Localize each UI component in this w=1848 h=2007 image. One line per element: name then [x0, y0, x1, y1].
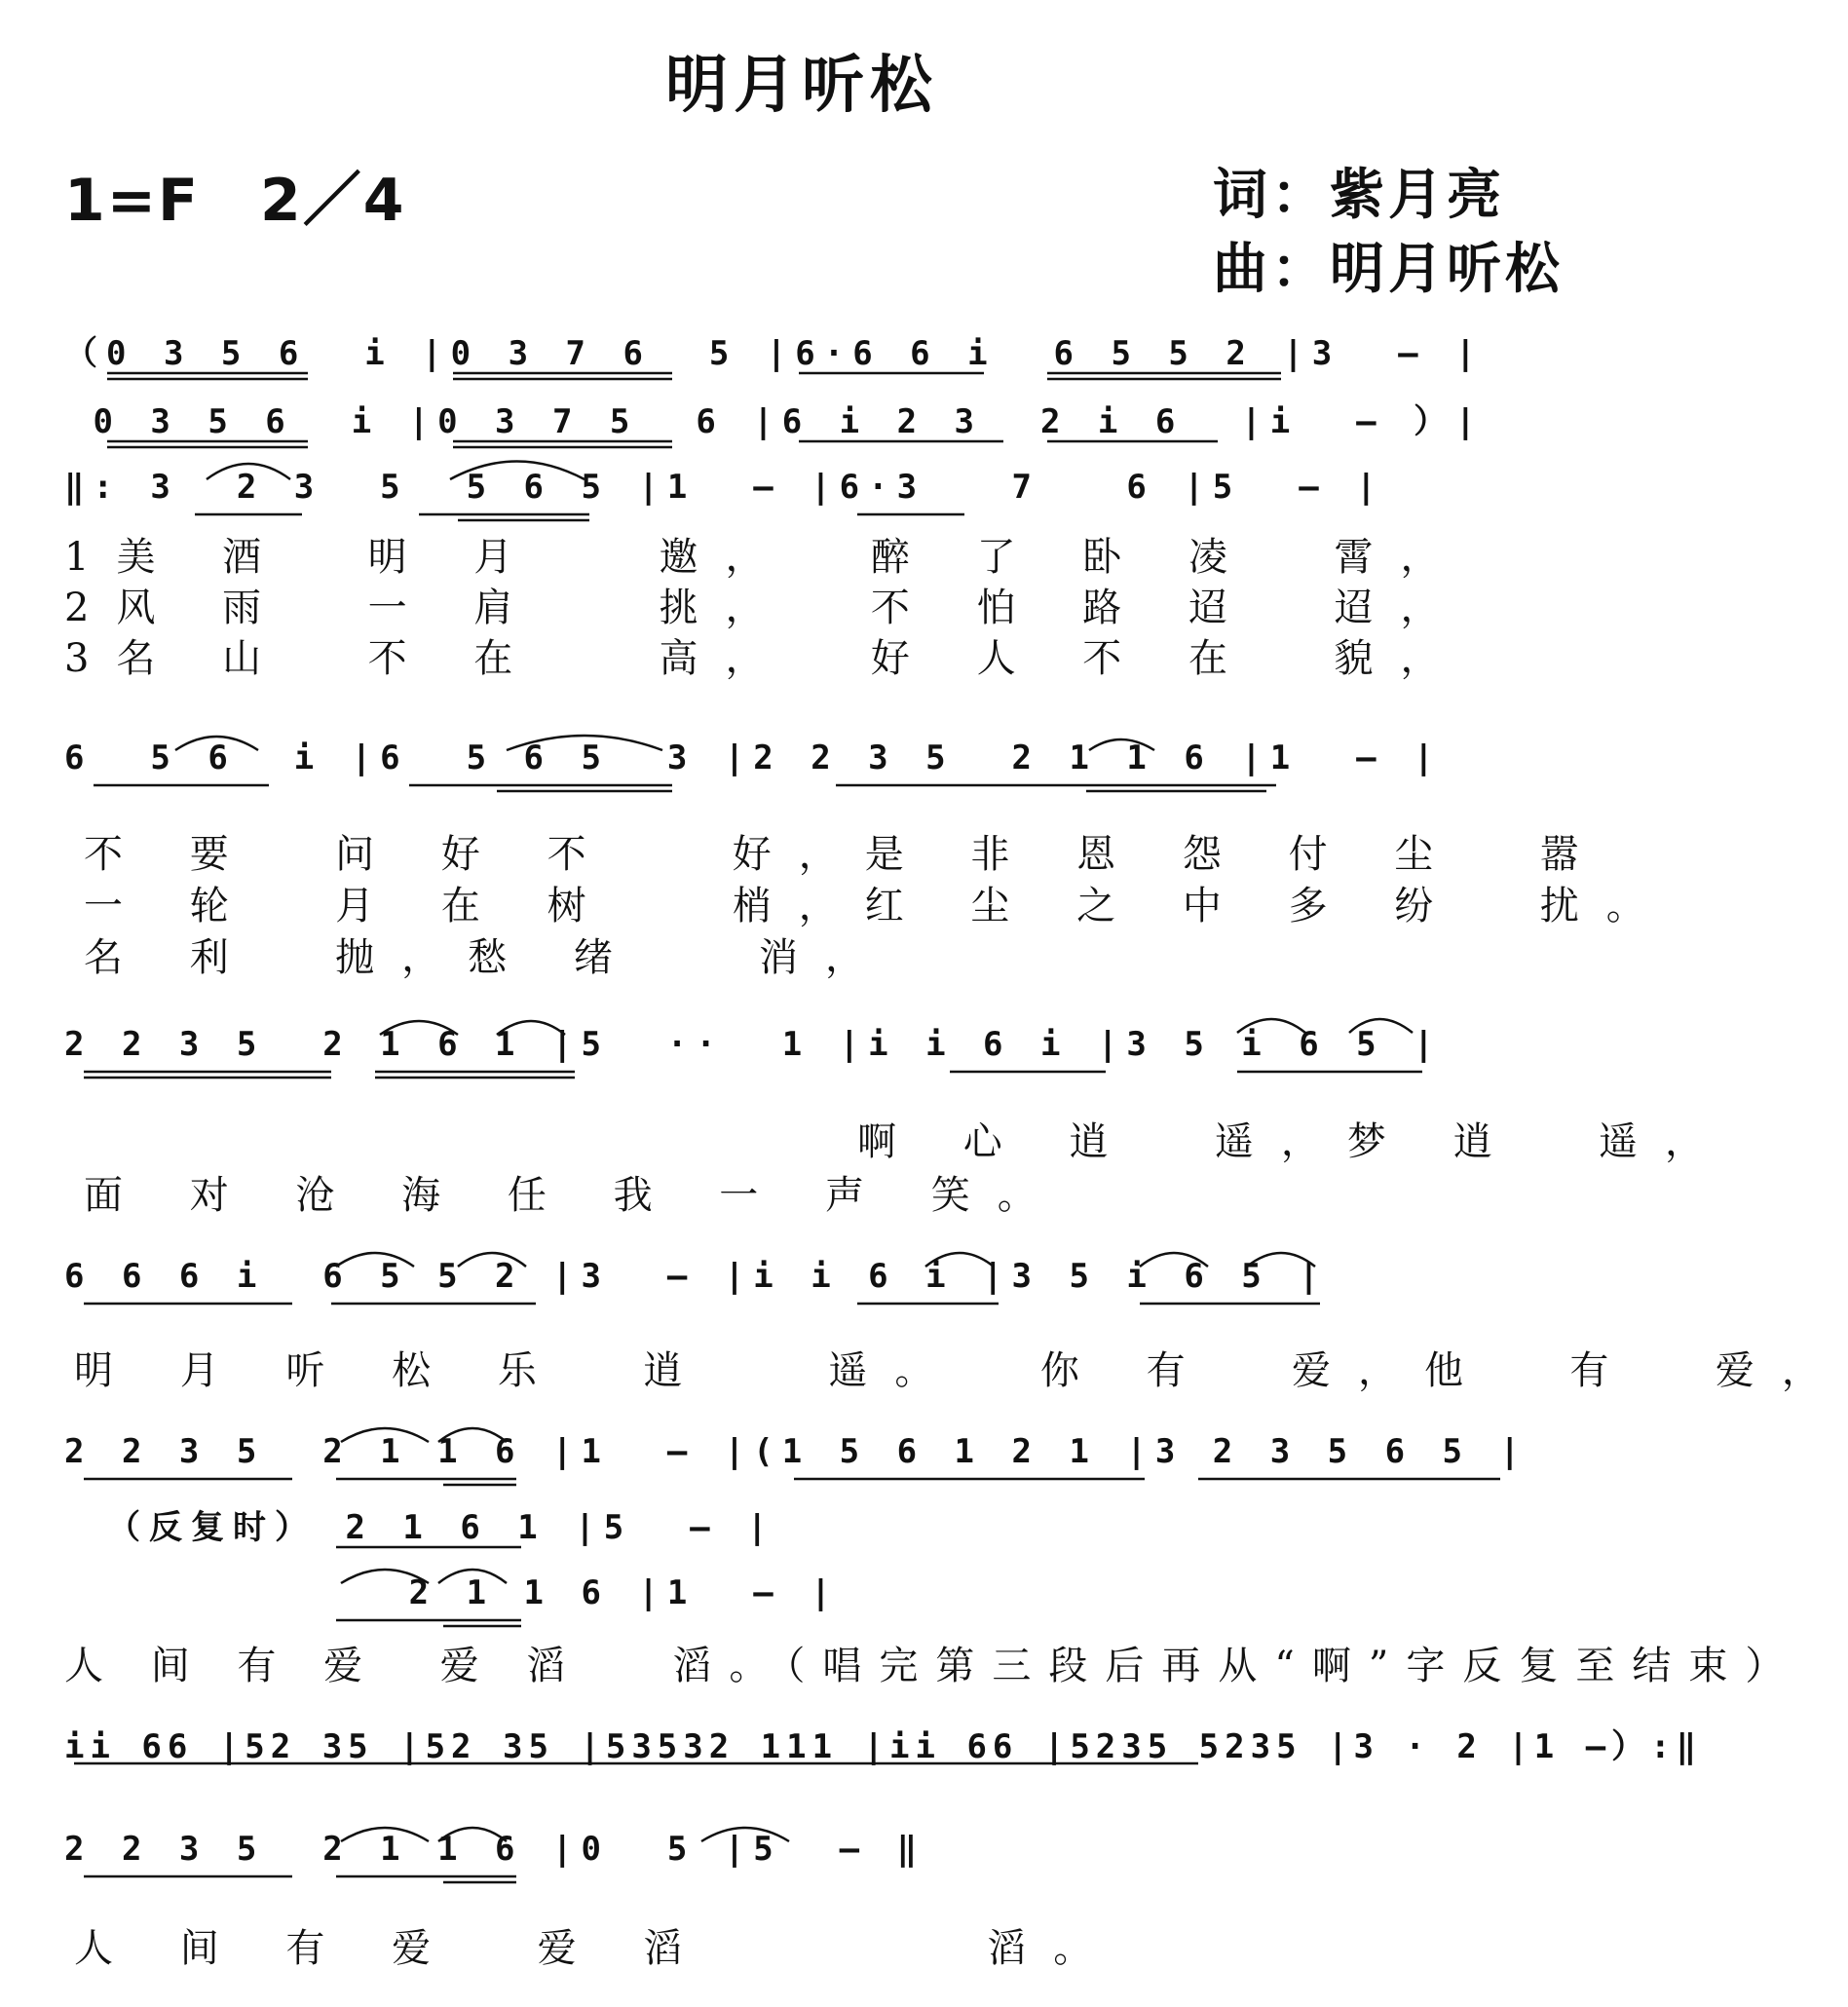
notation-line-intro-2: 0 3 5 6 i |0 3 7 5 6 |6 i 2 3 2 i 6 |i – ）| [64, 402, 1485, 441]
notation-line-verse: ‖: 3 2 3 5 5 6 5 |1 – |6·3 7 6 |5 – | [64, 468, 1385, 507]
notation-line-4: 6 5 6 i |6 5 6 5 3 |2 2 3 5 2 1 1 6 |1 – | [64, 738, 1443, 777]
lyric-verse-2: 2风 雨 一 肩 挑， 不 怕 路 迢 迢， [64, 586, 1467, 630]
lyric-line-4b: 一 轮 月 在 树 梢，红 尘 之 中 多 纷 扰。 [84, 884, 1673, 928]
notation-line-repeat-2: 2 1 1 6 |1 – | [64, 1573, 840, 1612]
lyric-line-4c: 名 利 抛，愁 绪 消， [84, 935, 892, 980]
composer-credit: 曲：明月听松 [1213, 238, 1564, 301]
song-title: 明月听松 [665, 50, 938, 122]
notation-line-repeat: （反复时） 2 1 6 1 |5 – | [107, 1508, 776, 1547]
lyric-line-5b: 面 对 沧 海 任 我 一 声 笑。 [84, 1173, 1064, 1218]
notation-line-intro-1: （0 3 5 6 i |0 3 7 6 5 |6·6 6 i 6 5 5 2 |3 – | [64, 334, 1485, 373]
notation-line-interlude: ii 66 |52 35 |52 35 |53532 111 |ii 66 |5235 5235 |3 · 2 |1 –）:‖ [64, 1727, 1703, 1766]
notation-line-7: 2 2 3 5 2 1 1 6 |1 – |(1 5 6 1 2 1 |3 2 3 5 6 5 | [64, 1432, 1528, 1471]
lyricist-credit: 词：紫月亮 [1213, 164, 1505, 227]
lyric-line-6: 明 月 听 松 乐 逍 遥。 你 有 爱，他 有 爱， [74, 1348, 1848, 1393]
lyric-line-5a: 啊 心 逍 遥，梦 逍 遥， [857, 1119, 1732, 1164]
lyric-line-4a: 不 要 问 好 不 好，是 非 恩 怨 付 尘 嚣 [84, 832, 1606, 877]
notation-line-ending: 2 2 3 5 2 1 1 6 |0 5 |5 – ‖ [64, 1830, 926, 1869]
notation-line-6: 6 6 6 i 6 5 5 2 |3 – |i i 6 i |3 5 i 6 5 | [64, 1257, 1328, 1296]
lyric-line-7: 人 间 有 爱 爱 滔 滔。（唱完第三段后再从“啊”字反复至结束） [64, 1644, 1802, 1688]
lyric-verse-1: 1美 酒 明 月 邀， 醉 了 卧 凌 霄， [64, 535, 1467, 580]
lyric-verse-3: 3名 山 不 在 高， 好 人 不 在 貌， [64, 636, 1467, 681]
key-signature: 1=F 2／4 [64, 167, 406, 235]
lyric-line-8: 人 间 有 爱 爱 滔 滔。 [74, 1926, 1120, 1971]
notation-line-5: 2 2 3 5 2 1 6 1 |5 ·· 1 |i i 6 i |3 5 i 6 5 | [64, 1025, 1443, 1064]
